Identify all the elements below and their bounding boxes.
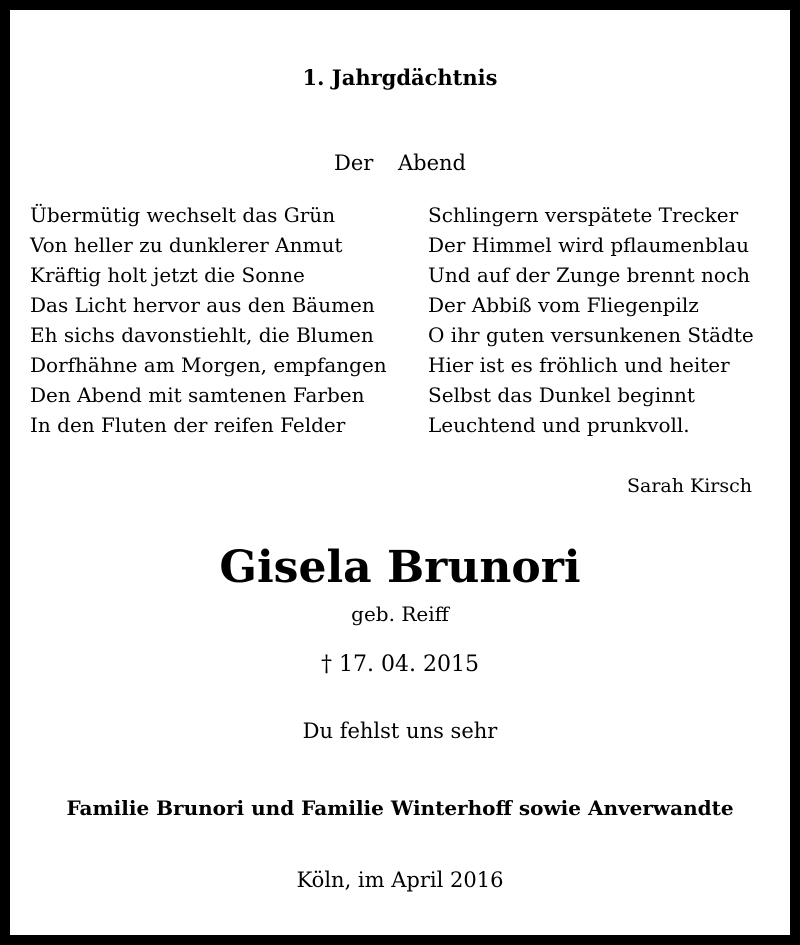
mourners-line: Familie Brunori und Familie Winterhoff sowie Anverwandte	[66, 796, 734, 820]
notice-heading: 1. Jahrgdächtnis	[302, 65, 498, 90]
poem-line: In den Fluten der reifen Felder	[30, 413, 346, 437]
death-date: † 17. 04. 2015	[321, 652, 479, 677]
poem-title: Der Abend	[334, 151, 466, 175]
poem-line: Dorfhähne am Morgen, empfangen	[30, 353, 387, 377]
poem-line: Und auf der Zunge brennt noch	[428, 263, 751, 287]
poem-line: Der Himmel wird pflaumenblau	[428, 233, 750, 257]
deceased-name: Gisela Brunori	[219, 542, 581, 593]
poem-right-column	[428, 200, 754, 440]
poem-line: Kräftig holt jetzt die Sonne	[30, 263, 305, 287]
poem-line: Von heller zu dunklerer Anmut	[30, 233, 343, 257]
place-date: Köln, im April 2016	[296, 868, 504, 892]
poem-line: Selbst das Dunkel beginnt	[428, 383, 695, 407]
poem-line: Übermütig wechselt das Grün	[30, 203, 336, 227]
poem-line: Schlingern verspätete Trecker	[428, 203, 739, 227]
poem-line: Der Abbiß vom Fliegenpilz	[428, 293, 699, 317]
poem-left-column	[30, 200, 387, 440]
poem-line: O ihr guten versunkenen Städte	[428, 323, 754, 347]
poem-line: Das Licht hervor aus den Bäumen	[30, 293, 375, 317]
poem-line: Leuchtend und prunkvoll.	[428, 413, 690, 437]
poem-line: Hier ist es fröhlich und heiter	[428, 353, 730, 377]
farewell-message: Du fehlst uns sehr	[302, 719, 498, 743]
poem-author: Sarah Kirsch	[626, 475, 752, 497]
maiden-name: geb. Reiff	[351, 602, 449, 626]
poem-line: Den Abend mit samtenen Farben	[30, 383, 365, 407]
poem-line: Eh sichs davonstiehlt, die Blumen	[30, 323, 374, 347]
